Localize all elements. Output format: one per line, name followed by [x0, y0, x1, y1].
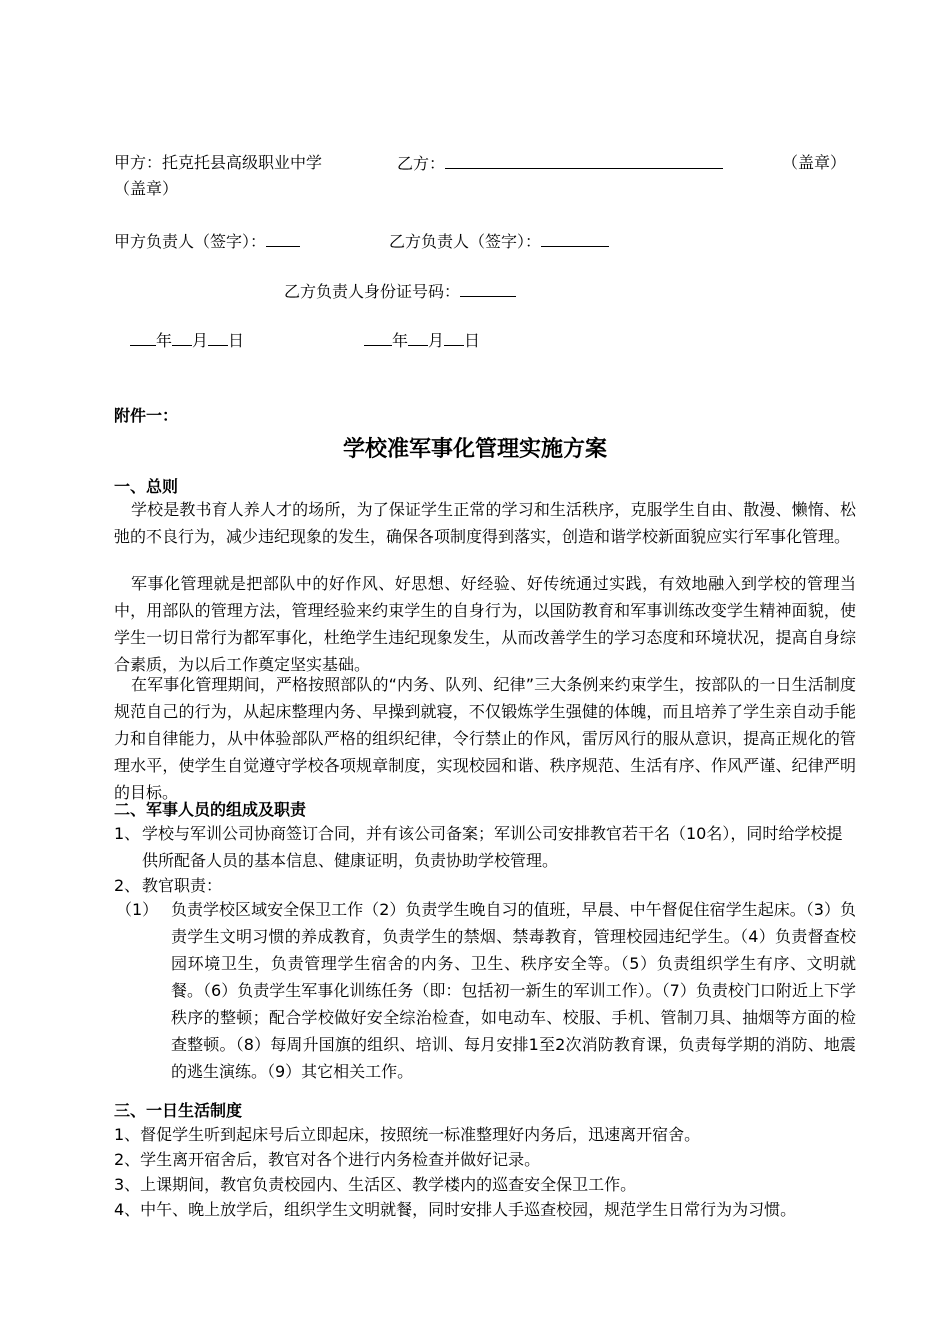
- item-number: 1、: [114, 824, 141, 843]
- party-a-rep-label: 甲方负责人（签字）：: [114, 232, 267, 251]
- date-year: 年: [392, 331, 409, 350]
- party-b-blank: [445, 150, 723, 169]
- document-title: 学校准军事化管理实施方案: [342, 437, 607, 462]
- party-a-seal: （盖章）: [114, 179, 179, 198]
- date-month: 月: [192, 331, 209, 350]
- party-a-name: 甲方：托克托县高级职业中学: [114, 153, 323, 172]
- party-b-id-line: [284, 278, 516, 302]
- party-b-id-label: 乙方负责人身份证号码：: [284, 282, 461, 301]
- party-a-date: [130, 327, 244, 351]
- date-year: 年: [156, 331, 173, 350]
- instructor-duties: [116, 896, 856, 1085]
- party-a-rep-blank: [266, 228, 300, 247]
- duty-text: 负责学校区域安全保卫工作（2）负责学生晚自习的值班，早晨、中午督促住宿学生起床。（3）负责学生文明习惯的养成教育，负责学生的禁烟、禁毒教育，管理校园违纪学生。（4）负责督查校园环境卫生，负责管理学生宿舍的内务、卫生、秩序安全等。（5）负责组织学生有序、文明就餐。（6）负责学生军事化训练任务（即：包括初一新生的军训工作）。（7）负责校门口附近上下学秩序的整顿；配合学校做好安全综治检查，如电动车、校服、手机、管制刀具、抽烟等方面的检查整顿。（8）每周升国旗的组织、培训、每月安排1至2次消防教育课，负责每学期的消防、地震的逃生演练。（9）其它相关工作。: [171, 900, 856, 1081]
- schedule-item: 4、中午、晚上放学后，组织学生文明就餐，同时安排人手巡查校园，规范学生日常行为为习惯。: [114, 1200, 797, 1219]
- party-b-date: [364, 327, 480, 351]
- party-a-rep-line: [114, 228, 300, 252]
- party-b-rep-line: [389, 228, 609, 252]
- schedule-item: 1、督促学生听到起床号后立即起床，按照统一标准整理好内务后，迅速离开宿舍。: [114, 1125, 701, 1144]
- section1-paragraph-3: 在军事化管理期间，严格按照部队的“内务、队列、纪律”三大条例来约束学生，按部队的一日生活制度规范自己的行为，从起床整理内务、早操到就寝，不仅锻炼学生强健的体魄，而且培养了学生亲自动手能力和自律能力，从中体验部队严格的组织纪律，令行禁止的作风，雷厉风行的服从意识，提高正规化的管理水平，使学生自觉遵守学校各项规章制度，实现校园和谐、秩序规范、生活有序、作风严谨、纪律严明的目标。: [114, 675, 856, 802]
- party-b-id-blank: [460, 278, 516, 297]
- date-month: 月: [428, 331, 445, 350]
- item-text: 学校与军训公司协商签订合同，并有该公司备案；军训公司安排教官若干名（10名），同时给学校提供所配备人员的基本信息、健康证明，负责协助学校管理。: [142, 824, 843, 870]
- annex-label: 附件一：: [114, 406, 179, 425]
- section2-item-1: [114, 820, 856, 874]
- item-text: 教官职责：: [142, 876, 223, 895]
- section2-item-2: [114, 872, 856, 899]
- party-b-label: 乙方：: [397, 154, 446, 173]
- date-day: 日: [228, 331, 245, 350]
- section1-heading: 一、总则: [114, 477, 179, 496]
- item-number: 2、: [114, 876, 141, 895]
- section3-heading: 三、一日生活制度: [114, 1101, 243, 1120]
- section1-paragraph-1: 学校是教书育人养人才的场所，为了保证学生正常的学习和生活秩序，克服学生自由、散漫、懒惰、松弛的不良行为，减少违纪现象的发生，确保各项制度得到落实，创造和谐学校新面貌应实行军事化管理。: [114, 500, 856, 546]
- date-day: 日: [464, 331, 481, 350]
- party-b-rep-label: 乙方负责人（签字）：: [389, 232, 542, 251]
- section2-heading: 二、军事人员的组成及职责: [114, 800, 307, 819]
- section1-paragraph-2: 军事化管理就是把部队中的好作风、好思想、好经验、好传统通过实践，有效地融入到学校的管理当中，用部队的管理方法，管理经验来约束学生的自身行为，以国防教育和军事训练改变学生精神面貌，使学生一切日常行为都军事化，杜绝学生违纪现象发生，从而改善学生的学习态度和环境状况，提高自身综合素质，为以后工作奠定坚实基础。: [114, 574, 856, 674]
- schedule-item: 3、上课期间，教官负责校园内、生活区、教学楼内的巡查安全保卫工作。: [114, 1175, 637, 1194]
- party-b-seal: （盖章）: [782, 153, 847, 172]
- duty-number: （1）: [116, 900, 159, 919]
- party-b-line: [397, 150, 723, 174]
- schedule-item: 2、学生离开宿舍后，教官对各个进行内务检查并做好记录。: [114, 1150, 541, 1169]
- party-b-rep-blank: [541, 228, 609, 247]
